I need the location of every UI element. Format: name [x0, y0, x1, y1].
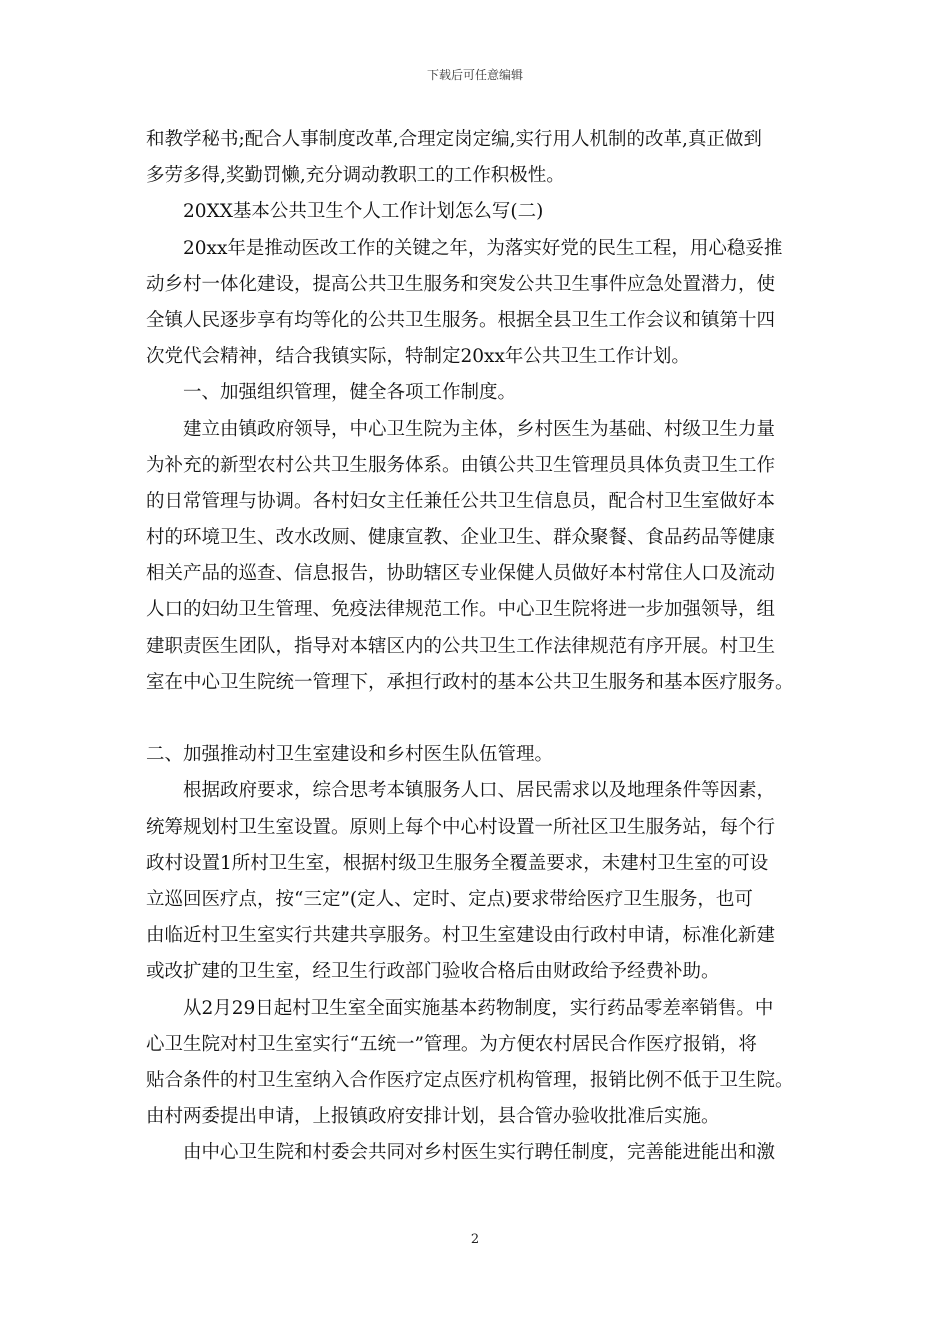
text-line: 次党代会精神，结合我镇实际，特制定20xx年公共卫生工作计划。: [146, 346, 690, 368]
text-line: 的日常管理与协调。各村妇女主任兼任公共卫生信息员，配合村卫生室做好本: [146, 490, 776, 512]
text-line: 政村设置1所村卫生室，根据村级卫生服务全覆盖要求，未建村卫生室的可设: [146, 852, 769, 874]
text-line: 为补充的新型农村公共卫生服务体系。由镇公共卫生管理员具体负责卫生工作: [146, 454, 776, 476]
text-line: 根据政府要求，综合思考本镇服务人口、居民需求以及地理条件等因素，: [183, 780, 776, 802]
text-line: 心卫生院对村卫生室实行“五统一”管理。为方便农村居民合作医疗报销，将: [146, 1033, 757, 1055]
text-line: 相关产品的巡查、信息报告，协助辖区专业保健人员做好本村常住人口及流动: [146, 563, 776, 585]
text-line: 动乡村一体化建设，提高公共卫生服务和突发公共卫生事件应急处置潜力，使: [146, 273, 776, 295]
section-title: 20XX基本公共卫生个人工作计划怎么写(二): [183, 201, 544, 223]
page-number: 2: [470, 1232, 480, 1247]
text-line: 20xx年是推动医改工作的关键之年，为落实好党的民生工程，用心稳妥推: [183, 237, 783, 259]
text-line: 建职责医生团队，指导对本辖区内的公共卫生工作法律规范有序开展。村卫生: [146, 635, 776, 657]
text-line: 建立由镇政府领导，中心卫生院为主体，乡村医生为基础、村级卫生力量: [183, 418, 776, 440]
blank-line: [146, 701, 814, 737]
text-line: 由村两委提出申请，上报镇政府安排计划，县合管办验收批准后实施。: [146, 1106, 720, 1128]
text-line: 统筹规划村卫生室设置。原则上每个中心村设置一所社区卫生服务站，每个行: [146, 816, 776, 838]
document-body: [146, 122, 814, 1171]
text-line: 贴合条件的村卫生室纳入合作医疗定点医疗机构管理，报销比例不低于卫生院。: [146, 1069, 794, 1091]
text-line: 和教学秘书;配合人事制度改革,合理定岗定编,实行用人机制的改革,真正做到: [146, 129, 762, 150]
text-line: 全镇人民逐步享有均等化的公共卫生服务。根据全县卫生工作会议和镇第十四: [146, 309, 776, 331]
section-heading: 二、加强推动村卫生室建设和乡村医生队伍管理。: [146, 744, 554, 766]
text-line: 或改扩建的卫生室，经卫生行政部门验收合格后由财政给予经费补助。: [146, 961, 720, 983]
text-line: 室在中心卫生院统一管理下，承担行政村的基本公共卫生服务和基本医疗服务。: [146, 671, 794, 693]
text-line: 从2月29日起村卫生室全面实施基本药物制度，实行药品零差率销售。中: [183, 997, 774, 1019]
text-line: 村的环境卫生、改水改厕、健康宣教、企业卫生、群众聚餐、食品药品等健康: [146, 527, 776, 549]
page-header: 下载后可任意编辑: [426, 68, 523, 82]
text-line: 人口的妇幼卫生管理、免疫法律规范工作。中心卫生院将进一步加强领导，组: [146, 599, 776, 621]
text-line: 多劳多得,奖勤罚懒,充分调动教职工的工作积极性。: [146, 165, 565, 187]
text-line: 立巡回医疗点，按“三定”(定人、定时、定点)要求带给医疗卫生服务，也可: [146, 888, 753, 910]
text-line: 由中心卫生院和村委会共同对乡村医生实行聘任制度，完善能进能出和激: [183, 1142, 776, 1164]
section-heading: 一、加强组织管理，健全各项工作制度。: [183, 382, 517, 404]
text-line: 由临近村卫生室实行共建共享服务。村卫生室建设由行政村申请，标准化新建: [146, 925, 776, 947]
